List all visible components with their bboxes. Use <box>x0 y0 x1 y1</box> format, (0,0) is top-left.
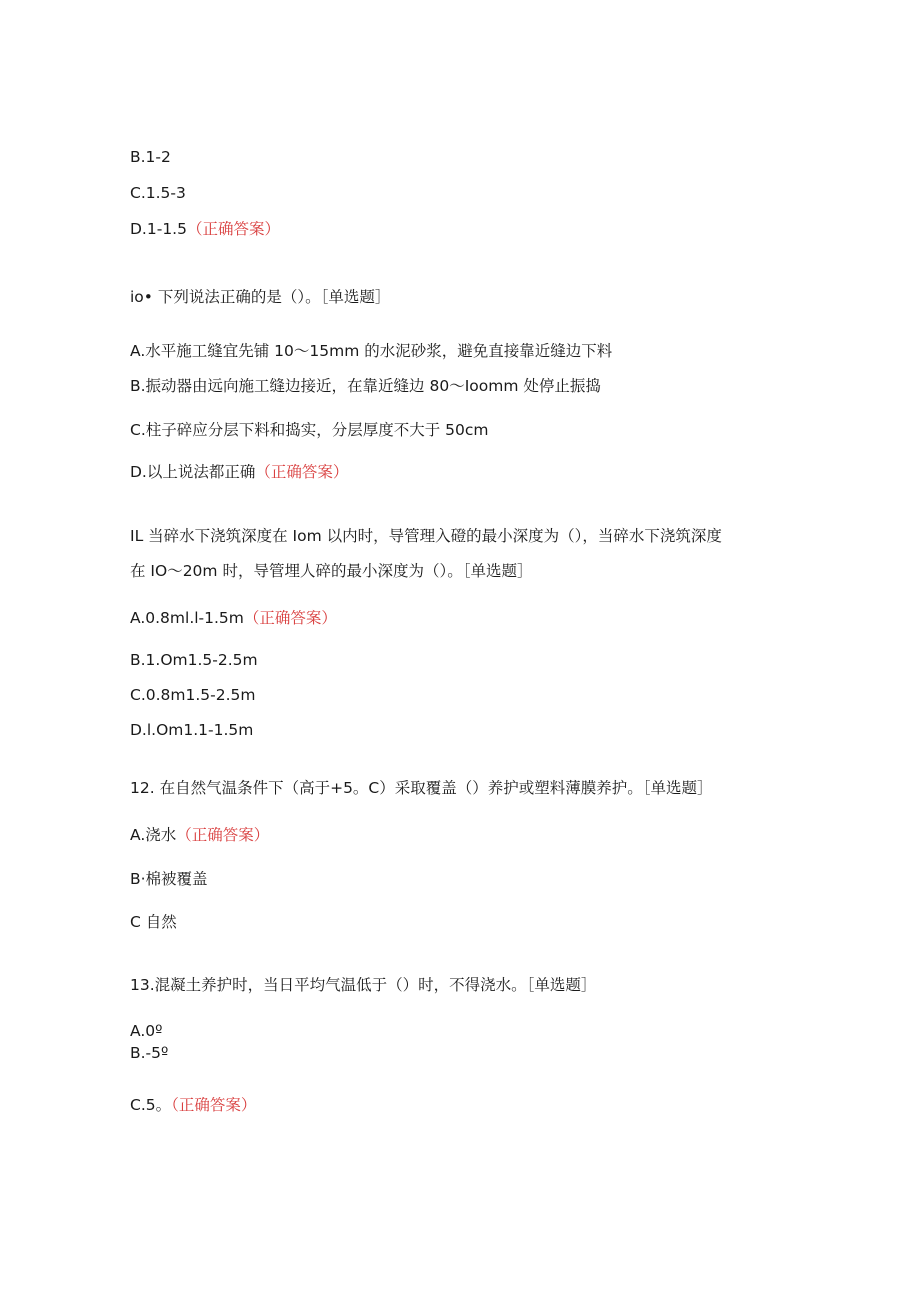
option-q12-a: A.浇水（正确答案） <box>130 826 270 844</box>
question-11-stem-line2: 在 IO～20m 时，导管埋人碎的最小深度为（）。［单选题］ <box>130 562 533 580</box>
option-q13-c: C.5。（正确答案） <box>130 1096 257 1114</box>
option-q10-c: C.柱子碎应分层下料和捣实，分层厚度不大于 50cm <box>130 421 489 439</box>
question-13-stem: 13.混凝土养护时，当日平均气温低于（）时，不得浇水。［单选题］ <box>130 976 597 994</box>
option-q13-a: A.0º <box>130 1022 163 1040</box>
option-q11-a: A.0.8ml.l-1.5m（正确答案） <box>130 609 337 627</box>
option-q10-b: B.振动器由远向施工缝边接近，在靠近缝边 80～Ioomm 处停止振捣 <box>130 377 601 395</box>
option-q11-d: D.l.Om1.1-1.5m <box>130 721 254 739</box>
correct-answer-mark: （正确答案） <box>171 1096 257 1114</box>
correct-answer-mark: （正确答案） <box>255 463 349 481</box>
option-q9-d: D.1-1.5（正确答案） <box>130 220 280 238</box>
option-q10-a: A.水平施工缝宜先铺 10～15mm 的水泥砂浆，避免直接靠近缝边下料 <box>130 342 613 360</box>
option-q9-c: C.1.5-3 <box>130 184 186 202</box>
option-q9-b: B.1-2 <box>130 148 171 166</box>
correct-answer-mark: （正确答案） <box>243 609 337 627</box>
question-12-stem: 12. 在自然气温条件下（高于+5。C）采取覆盖（）养护或塑料薄膜养护。［单选题］ <box>130 779 713 797</box>
option-q11-b: B.1.Om1.5-2.5m <box>130 651 258 669</box>
correct-answer-mark: （正确答案） <box>186 220 280 238</box>
option-q12-c: C 自然 <box>130 913 177 931</box>
option-q13-b: B.-5º <box>130 1044 169 1062</box>
option-q10-d: D.以上说法都正确（正确答案） <box>130 463 349 481</box>
option-q12-b: B·棉被覆盖 <box>130 870 208 888</box>
question-11-stem-line1: IL 当碎水下浇筑深度在 Iom 以内时，导管理入磴的最小深度为（），当碎水下浇筑深度 <box>130 527 722 545</box>
question-10-stem: io• 下列说法正确的是（）。［单选题］ <box>130 288 391 306</box>
correct-answer-mark: （正确答案） <box>176 826 270 844</box>
option-q11-c: C.0.8m1.5-2.5m <box>130 686 256 704</box>
